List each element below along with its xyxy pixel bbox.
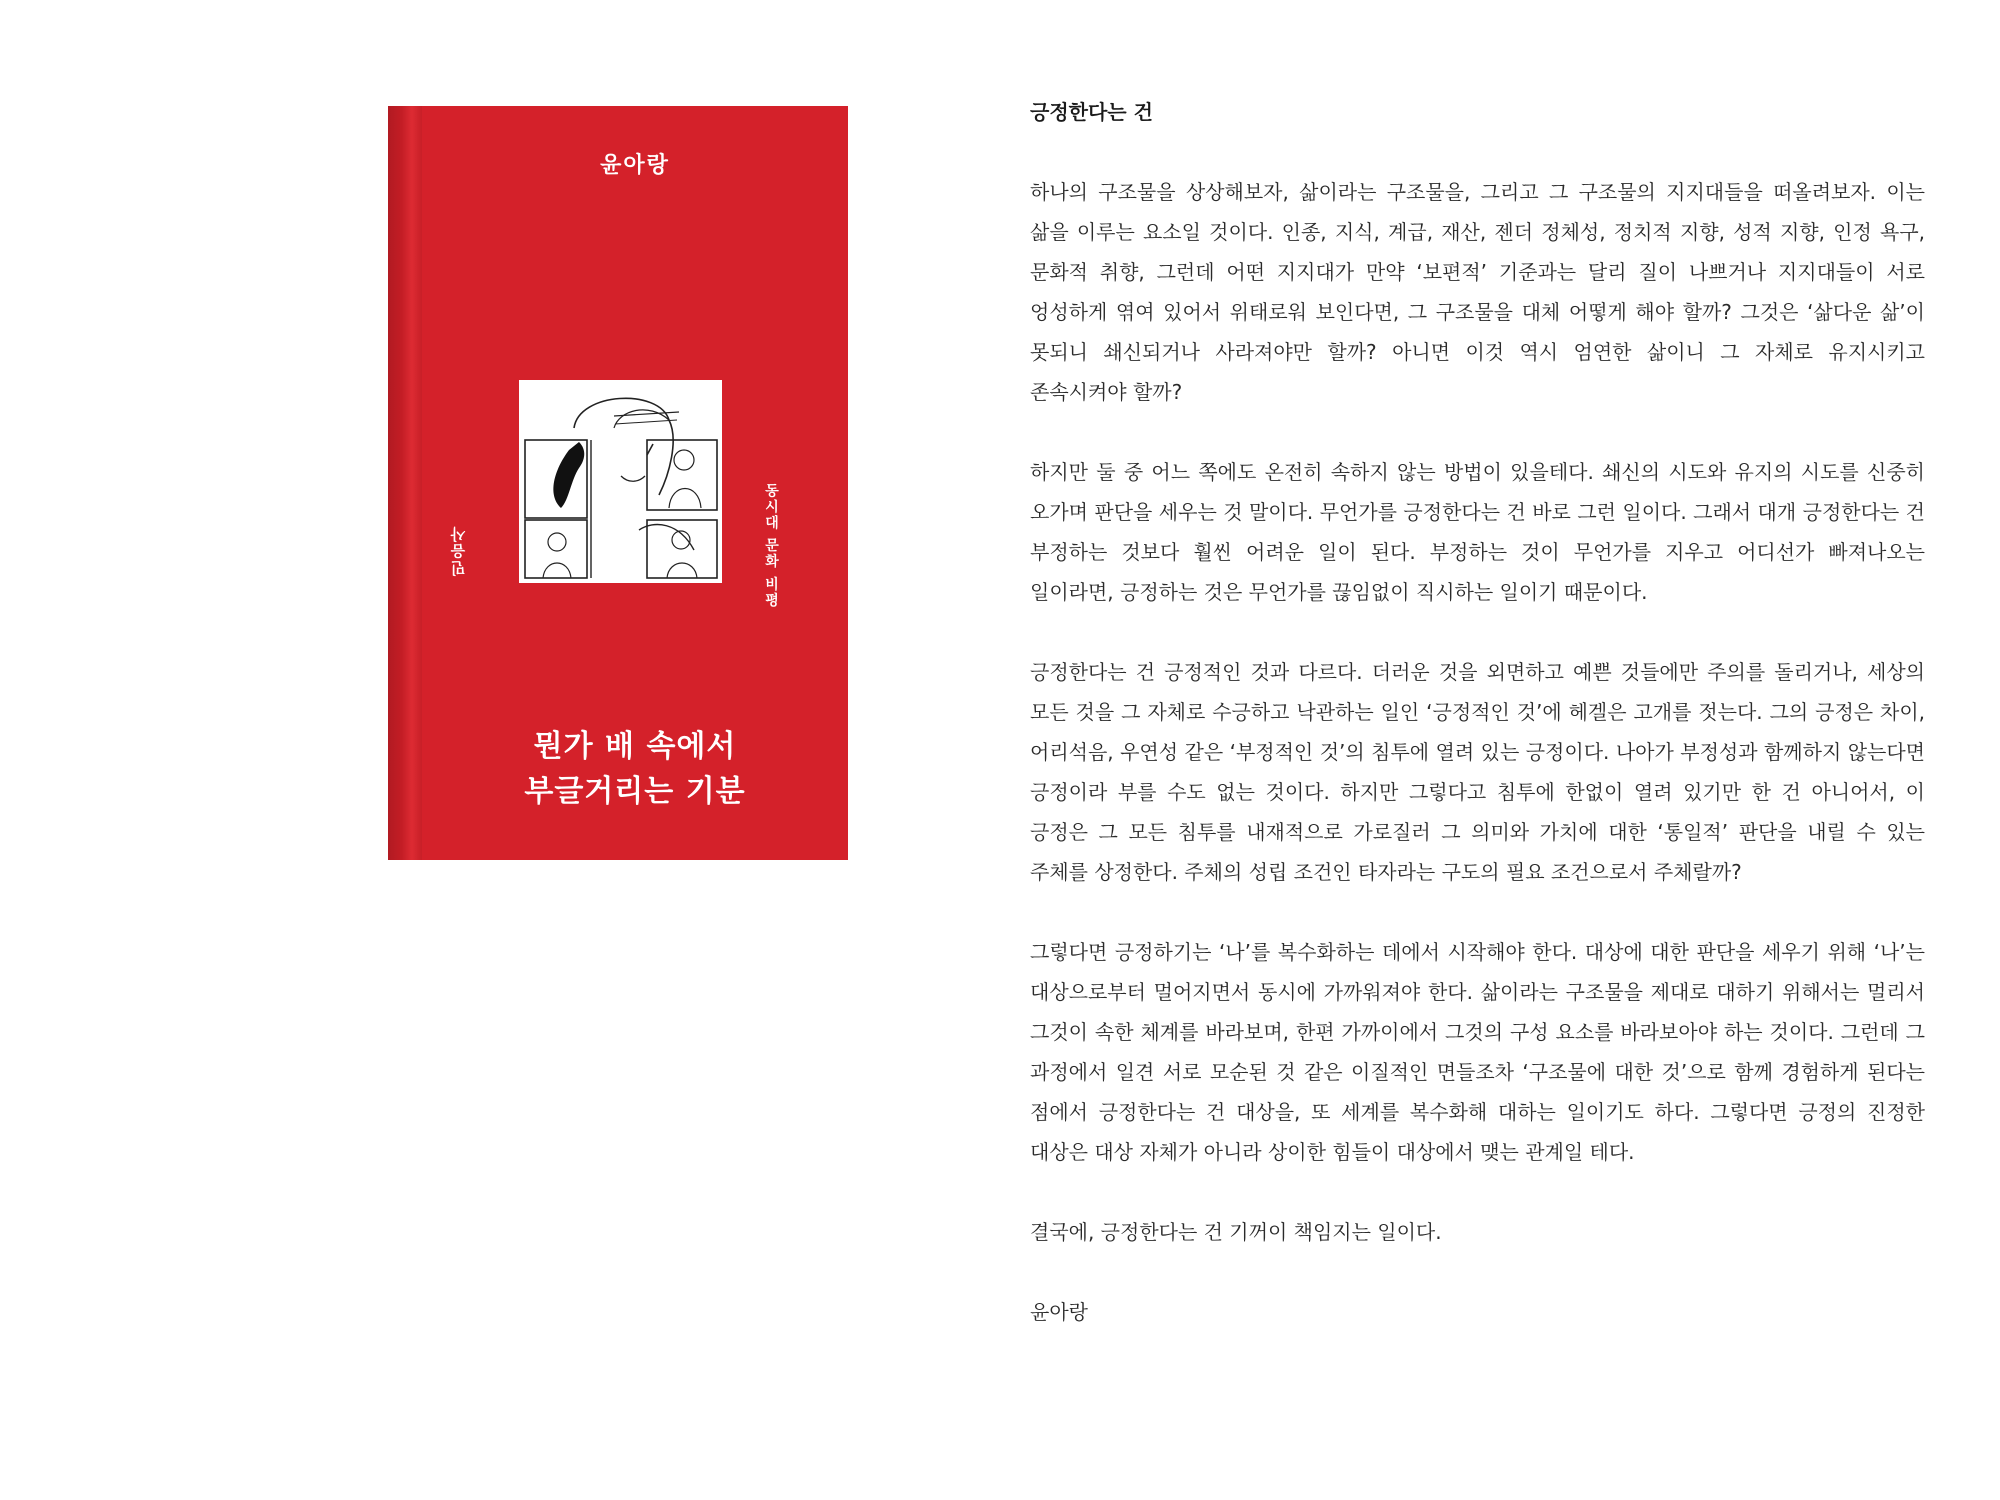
cover-title-line2: 부글거리는 기분 <box>524 774 746 809</box>
article-paragraph-2: 하지만 둘 중 어느 쪽에도 온전히 속하지 않는 방법이 있을테다. 쇄신의 시도와 유지의 시도를 신중히 오가며 판단을 세우는 것 말이다. 무언가를 긍정한다는 건 바로 그런 일이다. 그래서 대개 긍정한다는 건 부정하는 것보다 훨씬 어려운 일이 된다. 부정하는 것이 무언가를 지우고 어디선가 빠져나오는 일이라면, 긍정하는 것은 무언가를 끊임없이 직시하는 일이기 때문이다. <box>1030 460 1925 604</box>
article-title: 긍정한다는 건 <box>1030 100 1153 124</box>
cover-series: 동시대 문화 비평 <box>763 483 779 609</box>
article-signature: 윤아랑 <box>1030 1300 1088 1324</box>
cover-title-line1: 뭔가 배 속에서 <box>533 729 737 764</box>
cover-illustration-drawing <box>519 380 722 583</box>
article-paragraph-5: 결국에, 긍정한다는 건 기꺼이 책임지는 일이다. <box>1030 1220 1442 1244</box>
cover-title <box>422 724 848 814</box>
cover-illustration <box>519 380 722 583</box>
cover-publisher: 민음사 <box>449 525 468 577</box>
article-paragraph-4: 그렇다면 긍정하기는 ‘나’를 복수화하는 데에서 시작해야 한다. 대상에 대한 판단을 세우기 위해 ‘나’는 대상으로부터 멀어지면서 동시에 가까워져야 한다. 삶이라는 구조물을 제대로 대하기 위해서는 멀리서 그것이 속한 체계를 바라보며, 한편 가까이에서 그것의 구성 요소를 바라보아야 하는 것이다. 그런데 그 과정에서 일견 서로 모순된 것 같은 이질적인 면들조차 ‘구조물에 대한 것’으로 함께 경험하게 된다는 점에서 긍정한다는 건 대상을, 또 세계를 복수화해 대하는 일이기도 하다. 그렇다면 긍정의 진정한 대상은 대상 자체가 아니라 상이한 힘들이 대상에서 맺는 관계일 테다. <box>1030 940 1925 1164</box>
book-cover <box>388 106 848 860</box>
article-paragraph-1: 하나의 구조물을 상상해보자, 삶이라는 구조물을, 그리고 그 구조물의 지지대들을 떠올려보자. 이는 삶을 이루는 요소일 것이다. 인종, 지식, 계급, 재산, 젠더 정체성, 정치적 지향, 성적 지향, 인정 욕구, 문화적 취향, 그런데 어떤 지지대가 만약 ‘보편적’ 기준과는 달리 질이 나쁘거나 지지대들이 서로 엉성하게 엮여 있어서 위태로워 보인다면, 그 구조물을 대체 어떻게 해야 할까? 그것은 ‘삶다운 삶’이 못되니 쇄신되거나 사라져야만 할까? 아니면 이것 역시 엄연한 삶이니 그 자체로 유지시키고 존속시켜야 할까? <box>1030 180 1925 404</box>
article <box>1030 92 1925 1332</box>
cover-author: 윤아랑 <box>600 153 670 178</box>
article-paragraph-3: 긍정한다는 건 긍정적인 것과 다르다. 더러운 것을 외면하고 예쁜 것들에만 주의를 돌리거나, 세상의 모든 것을 그 자체로 수긍하고 낙관하는 일인 ‘긍정적인 것’에 헤겔은 고개를 젓는다. 그의 긍정은 차이, 어리석음, 우연성 같은 ‘부정적인 것’의 침투에 열려 있는 긍정이다. 나아가 부정성과 함께하지 않는다면 긍정이라 부를 수도 없는 것이다. 하지만 그렇다고 침투에 한없이 열려 있기만 한 건 아니어서, 이 긍정은 그 모든 침투를 내재적으로 가로질러 그 의미와 가치에 대한 ‘통일적’ 판단을 내릴 수 있는 주체를 상정한다. 주체의 성립 조건인 타자라는 구도의 필요 조건으로서 주체랄까? <box>1030 660 1925 884</box>
book-spine <box>388 106 422 860</box>
